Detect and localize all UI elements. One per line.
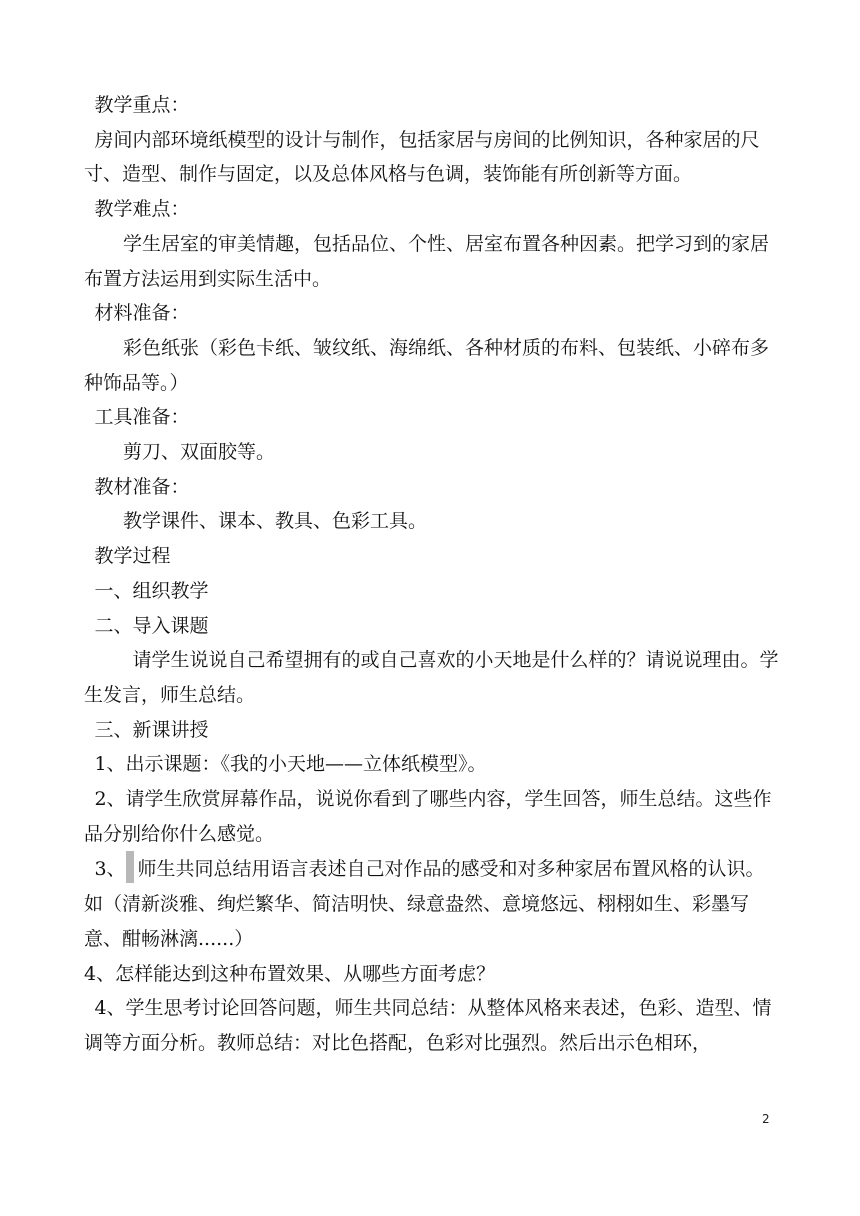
item-discussion: 4、学生思考讨论回答问题，师生共同总结：从整体风格来表述，色彩、造型、情调等方面分析。教师总结：对比色搭配，色彩对比强烈。然后出示色相环， — [84, 997, 772, 1054]
paragraph-introduce-topic: 请学生说说自己希望拥有的或自己喜欢的小天地是什么样的？请说说理由。学生发言，师生总结。 — [84, 649, 779, 706]
heading-teaching-difficulty: 教学难点： — [94, 198, 190, 221]
page-number: 2 — [762, 1112, 770, 1126]
item-number: 3、 — [94, 858, 126, 881]
step-new-lesson: 三、新课讲授 — [94, 718, 209, 741]
heading-teaching-focus: 教学重点： — [94, 94, 190, 116]
paragraph-tools: 剪刀、双面胶等。 — [122, 441, 275, 464]
heading-textbook: 教材准备： — [94, 475, 190, 498]
item-text: 师生共同总结用语言表述自己对作品的感受和对多种家居布置风格的认识。如（清新淡雅、绚烂繁华、简洁明快、绿意盎然、意境悠远、栩栩如生、彩墨写意、酣畅淋漓......） — [84, 858, 765, 950]
paragraph-teaching-focus: 房间内部环境纸模型的设计与制作，包括家居与房间的比例知识，各种家居的尺寸、造型、制作与固定，以及总体风格与色调，装饰能有所创新等方面。 — [84, 128, 760, 186]
document-body — [84, 88, 780, 1061]
item-how-to-achieve: 4、怎样能达到这种布置效果、从哪些方面考虑？ — [84, 962, 496, 985]
paragraph-teaching-difficulty: 学生居室的审美情趣，包括品位、个性、居室布置各种因素。把学习到的家居布置方法运用到实际生活中。 — [84, 232, 769, 290]
paragraph-textbook: 教学课件、课本、教具、色彩工具。 — [122, 510, 427, 533]
item-show-title: 1、出示课题：《我的小天地——立体纸模型》。 — [94, 753, 487, 776]
heading-tools: 工具准备： — [94, 406, 190, 429]
heading-materials: 材料准备： — [94, 302, 190, 325]
step-introduce-topic: 二、导入课题 — [94, 614, 209, 637]
heading-teaching-process: 教学过程 — [94, 545, 171, 568]
item-summarize-feelings — [84, 851, 780, 956]
text-highlight-marker — [126, 851, 134, 883]
paragraph-materials: 彩色纸张（彩色卡纸、皱纹纸、海绵纸、各种材质的布料、包装纸、小碎布多种饰品等。） — [84, 336, 769, 394]
item-appreciate-works: 2、请学生欣赏屏幕作品，说说你看到了哪些内容，学生回答，师生总结。这些作品分别给你什么感觉。 — [84, 788, 772, 845]
step-organize-teaching: 一、组织教学 — [94, 579, 209, 602]
